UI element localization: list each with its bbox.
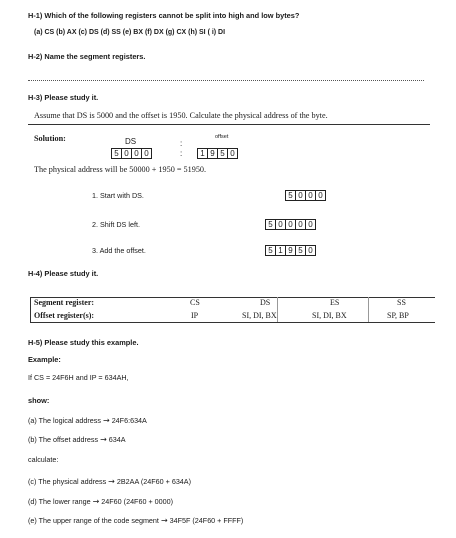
step-digit: 0 <box>285 219 296 230</box>
h4-table-col-divider <box>277 297 278 322</box>
item-a-text: (a) The logical address <box>28 416 101 425</box>
step-1-label: 1. Start with DS. <box>92 191 144 200</box>
step-digit: 5 <box>285 190 296 201</box>
item-c <box>28 477 191 486</box>
h4-table-col-divider <box>368 297 369 322</box>
item-b <box>28 435 126 444</box>
step-digit: 0 <box>295 219 306 230</box>
item-a-value: 24F6:634A <box>111 416 147 425</box>
item-c-value: 2B2AA (24F60 + 634A) <box>116 477 191 486</box>
arrow-icon: → <box>108 477 115 486</box>
ds-digit: 0 <box>141 148 152 159</box>
ds-digit: 0 <box>131 148 142 159</box>
step-2-boxes <box>265 219 315 230</box>
segment-cs: CS <box>190 298 200 307</box>
h2-question: H-2) Name the segment registers. <box>28 52 146 61</box>
h1-question: H-1) Which of the following registers cannot be split into high and low bytes? <box>28 11 300 20</box>
item-b-text: (b) The offset address <box>28 435 99 444</box>
step-digit: 0 <box>295 190 306 201</box>
h3-assume-text: Assume that DS is 5000 and the offset is 1950. Calculate the physical address of the byte. <box>34 111 328 120</box>
example-label: Example: <box>28 355 61 364</box>
item-a <box>28 416 147 425</box>
item-d-value: 24F60 (24F60 + 0000) <box>101 497 174 506</box>
offset-register-label: Offset register(s): <box>34 311 95 320</box>
step-digit: 0 <box>275 219 286 230</box>
step-3-boxes <box>265 245 315 256</box>
solution-label: Solution: <box>34 134 66 143</box>
offset-ds: SI, DI, BX <box>242 311 277 320</box>
step-1-boxes <box>285 190 325 201</box>
ds-digit: 0 <box>121 148 132 159</box>
segment-es: ES <box>330 298 340 307</box>
offset-digit: 5 <box>217 148 228 159</box>
step-3-label: 3. Add the offset. <box>92 246 146 255</box>
offset-es: SI, DI, BX <box>312 311 347 320</box>
offset-digit-boxes <box>197 148 237 159</box>
offset-label: offset <box>215 134 229 140</box>
item-b-value: 634A <box>108 435 126 444</box>
h3-rule <box>28 124 430 125</box>
step-digit: 0 <box>305 219 316 230</box>
step-digit: 0 <box>315 190 326 201</box>
step-digit: 0 <box>305 245 316 256</box>
item-e-text: (e) The upper range of the code segment <box>28 516 159 525</box>
arrow-icon: → <box>92 497 100 506</box>
h5-title: H-5) Please study this example. <box>28 338 139 347</box>
arrow-icon: → <box>160 516 168 525</box>
item-d <box>28 497 173 506</box>
h1-options: (a) CS (b) AX (c) DS (d) SS (e) BX (f) DX (g) CX (h) SI ( i) DI <box>34 29 226 36</box>
h3-title: H-3) Please study it. <box>28 93 99 102</box>
item-e-value: 34F5F (24F60 + FFFF) <box>169 516 244 525</box>
segment-ds: DS <box>260 298 271 307</box>
offset-digit: 0 <box>227 148 238 159</box>
step-digit: 5 <box>265 245 276 256</box>
given-text: If CS = 24F6H and IP = 634AH, <box>28 373 129 382</box>
arrow-icon: → <box>100 435 107 444</box>
step-digit: 5 <box>265 219 276 230</box>
offset-ss: SP, BP <box>387 311 409 320</box>
segment-register-label: Segment register: <box>34 298 95 307</box>
ds-digit: 5 <box>111 148 122 159</box>
offset-digit: 1 <box>197 148 208 159</box>
step-digit: 9 <box>285 245 296 256</box>
step-digit: 5 <box>295 245 306 256</box>
h4-table-left-border <box>30 297 31 322</box>
ds-label: DS <box>125 137 137 146</box>
physical-address-text: The physical address will be 50000 + 1950 = 51950. <box>34 165 207 174</box>
calculate-label: calculate: <box>28 455 59 464</box>
item-c-text: (c) The physical address <box>28 477 107 486</box>
ds-digit-boxes <box>111 148 151 159</box>
show-label: show: <box>28 396 50 405</box>
arrow-icon: → <box>102 416 110 425</box>
item-d-text: (d) The lower range <box>28 497 91 506</box>
h4-title: H-4) Please study it. <box>28 269 99 278</box>
colon-top: : <box>180 139 183 148</box>
offset-ip: IP <box>191 311 199 320</box>
item-e <box>28 516 243 525</box>
segment-ss: SS <box>397 298 406 307</box>
step-digit: 1 <box>275 245 286 256</box>
offset-digit: 9 <box>207 148 218 159</box>
colon-separator: : <box>180 149 183 158</box>
h4-table-bottom-rule <box>30 322 435 323</box>
step-2-label: 2. Shift DS left. <box>92 220 140 229</box>
step-digit: 0 <box>305 190 316 201</box>
separator-dotted <box>28 80 424 81</box>
